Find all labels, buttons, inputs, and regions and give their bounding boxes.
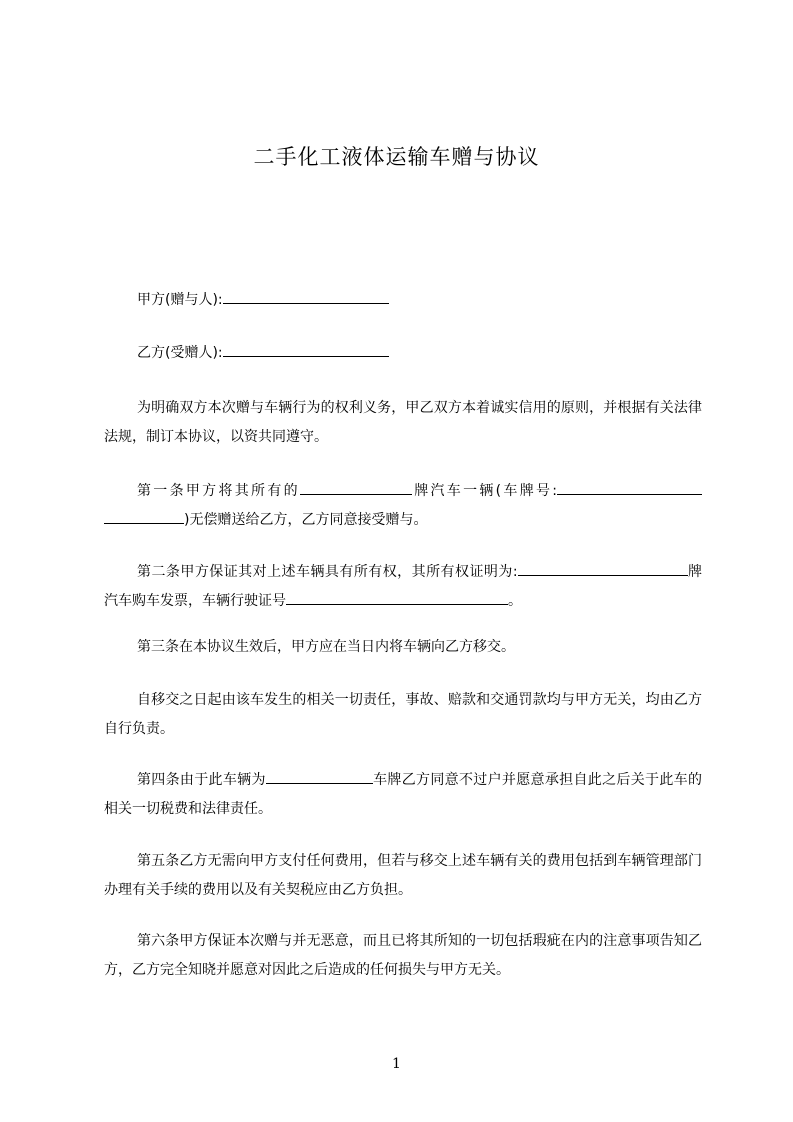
article-2-text-a: 第二条甲方保证其对上述车辆具有所有权，其所有权证明为:	[137, 564, 518, 580]
article-1-text-b: 牌汽车一辆(车牌号:	[411, 483, 557, 499]
article-4-paragraph	[104, 766, 702, 824]
license-number-blank	[286, 590, 508, 605]
article-4-text-b: 车牌乙方同意不过户并愿意承担自此之后关于此车的相关一切税费和法律责任。	[104, 772, 702, 817]
plate-number-blank	[557, 480, 702, 495]
preamble-paragraph: 为明确双方本次赠与车辆行为的权利义务，甲乙双方本着诚实信用的原则，并根据有关法律法规，制订本协议，以资共同遵守。	[104, 400, 702, 445]
handover-paragraph: 自移交之日起由该车发生的相关一切责任，事故、赔款和交通罚款均与甲方无关，均由乙方自行负责。	[104, 692, 702, 737]
party-b-label: 乙方(受赠人):	[137, 345, 223, 361]
car-brand-blank	[300, 480, 412, 495]
ownership-proof-blank	[518, 561, 658, 576]
article-1-paragraph	[104, 477, 702, 535]
article-2-text-b: 牌汽车购车发票，车辆行驶证号	[104, 564, 703, 609]
document-title: 二手化工液体运输车赠与协议	[253, 145, 540, 169]
ownership-proof-blank-continued	[658, 561, 688, 576]
article-1-text-a: 第一条甲方将其所有的	[137, 483, 300, 499]
article-3-paragraph: 第三条在本协议生效后，甲方应在当日内将车辆向乙方移交。	[137, 639, 515, 655]
page-number: 1	[392, 1056, 401, 1072]
article-5-paragraph: 第五条乙方无需向甲方支付任何费用，但若与移交上述车辆有关的费用包括到车辆管理部门办理有关手续的费用以及有关契税应由乙方负担。	[104, 853, 702, 898]
party-a-blank	[223, 289, 389, 304]
article-2-paragraph	[104, 558, 702, 616]
party-a-label: 甲方(赠与人):	[137, 292, 223, 308]
plate-number-blank-continued	[104, 509, 184, 524]
party-b-line	[104, 339, 702, 368]
article-1-text-c: )无偿赠送给乙方，乙方同意接受赠与。	[184, 512, 428, 528]
plate-type-blank	[266, 769, 373, 784]
article-4-text-a: 第四条由于此车辆为	[137, 772, 266, 788]
article-2-text-c: 。	[508, 593, 522, 609]
party-a-line	[104, 286, 702, 315]
article-6-paragraph: 第六条甲方保证本次赠与并无恶意，而且已将其所知的一切包括瑕疵在内的注意事项告知乙方，乙方完全知晓并愿意对因此之后造成的任何损失与甲方无关。	[104, 933, 702, 978]
party-b-blank	[223, 342, 389, 357]
